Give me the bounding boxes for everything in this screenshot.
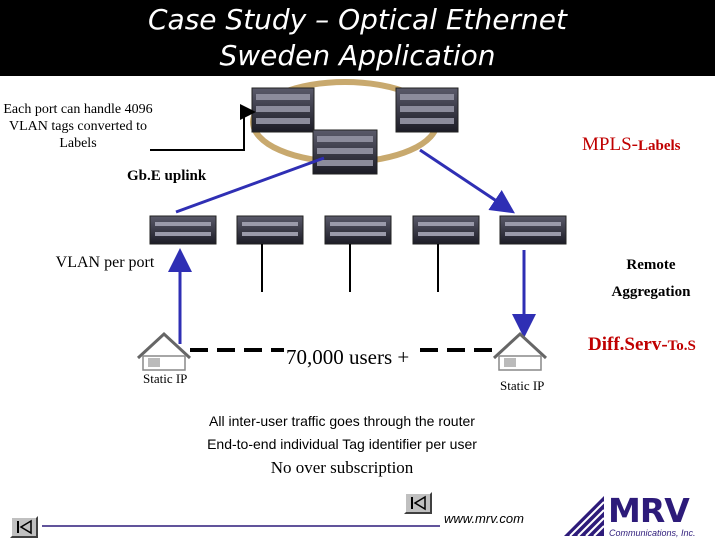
title-line-1: Case Study – Optical Ethernet	[148, 3, 567, 36]
remote-aggregation-label: Remote Aggregation	[611, 257, 691, 300]
mrv-logo	[560, 492, 720, 540]
skip-back-icon	[12, 518, 36, 536]
website-link[interactable]: www.mrv.com	[444, 511, 524, 526]
mpls-label-small: Labels	[637, 138, 681, 154]
port-note: Each port can handle 4096 VLAN tags converted to Labels	[3, 102, 153, 151]
nav-button-corner[interactable]	[10, 516, 38, 538]
nav-button-main[interactable]	[404, 492, 432, 514]
house-icon-right	[494, 334, 546, 370]
access-switch-3	[325, 216, 391, 244]
note-line-3: No over subscription	[270, 458, 414, 477]
diffserv-label-small: To.S	[667, 338, 696, 354]
uplink-right	[420, 150, 510, 210]
access-switch-4	[413, 216, 479, 244]
mrv-logo-mark	[560, 492, 608, 540]
mpls-label-main: MPLS-	[582, 134, 638, 155]
diffserv-label-main: Diff.Serv-	[588, 334, 668, 355]
logo-subtext: Communications, Inc.	[609, 528, 696, 538]
uplink-left	[176, 158, 324, 212]
access-switch-5	[500, 216, 566, 244]
core-switch-bottom	[313, 130, 377, 174]
note-line-1: All inter-user traffic goes through the router	[209, 413, 475, 429]
note-line-2: End-to-end individual Tag identifier per user	[207, 436, 477, 452]
logo-text: MRV	[608, 491, 689, 530]
access-switch-2	[237, 216, 303, 244]
gbe-uplink-label: Gb.E uplink	[127, 168, 207, 184]
users-label: 70,000 users +	[286, 345, 410, 369]
skip-back-icon	[406, 494, 430, 512]
vlan-per-port-label: VLAN per port	[55, 254, 155, 271]
house-icon-left	[138, 334, 190, 370]
mpls-label	[582, 134, 680, 156]
diffserv-label	[588, 334, 696, 356]
port-note-arrow	[150, 112, 252, 150]
static-ip-left: Static IP	[143, 371, 188, 386]
core-switch-left	[252, 88, 314, 132]
access-switch-1	[150, 216, 216, 244]
title-line-2: Sweden Application	[219, 39, 496, 72]
static-ip-right: Static IP	[500, 378, 545, 393]
core-switch-right	[396, 88, 458, 132]
